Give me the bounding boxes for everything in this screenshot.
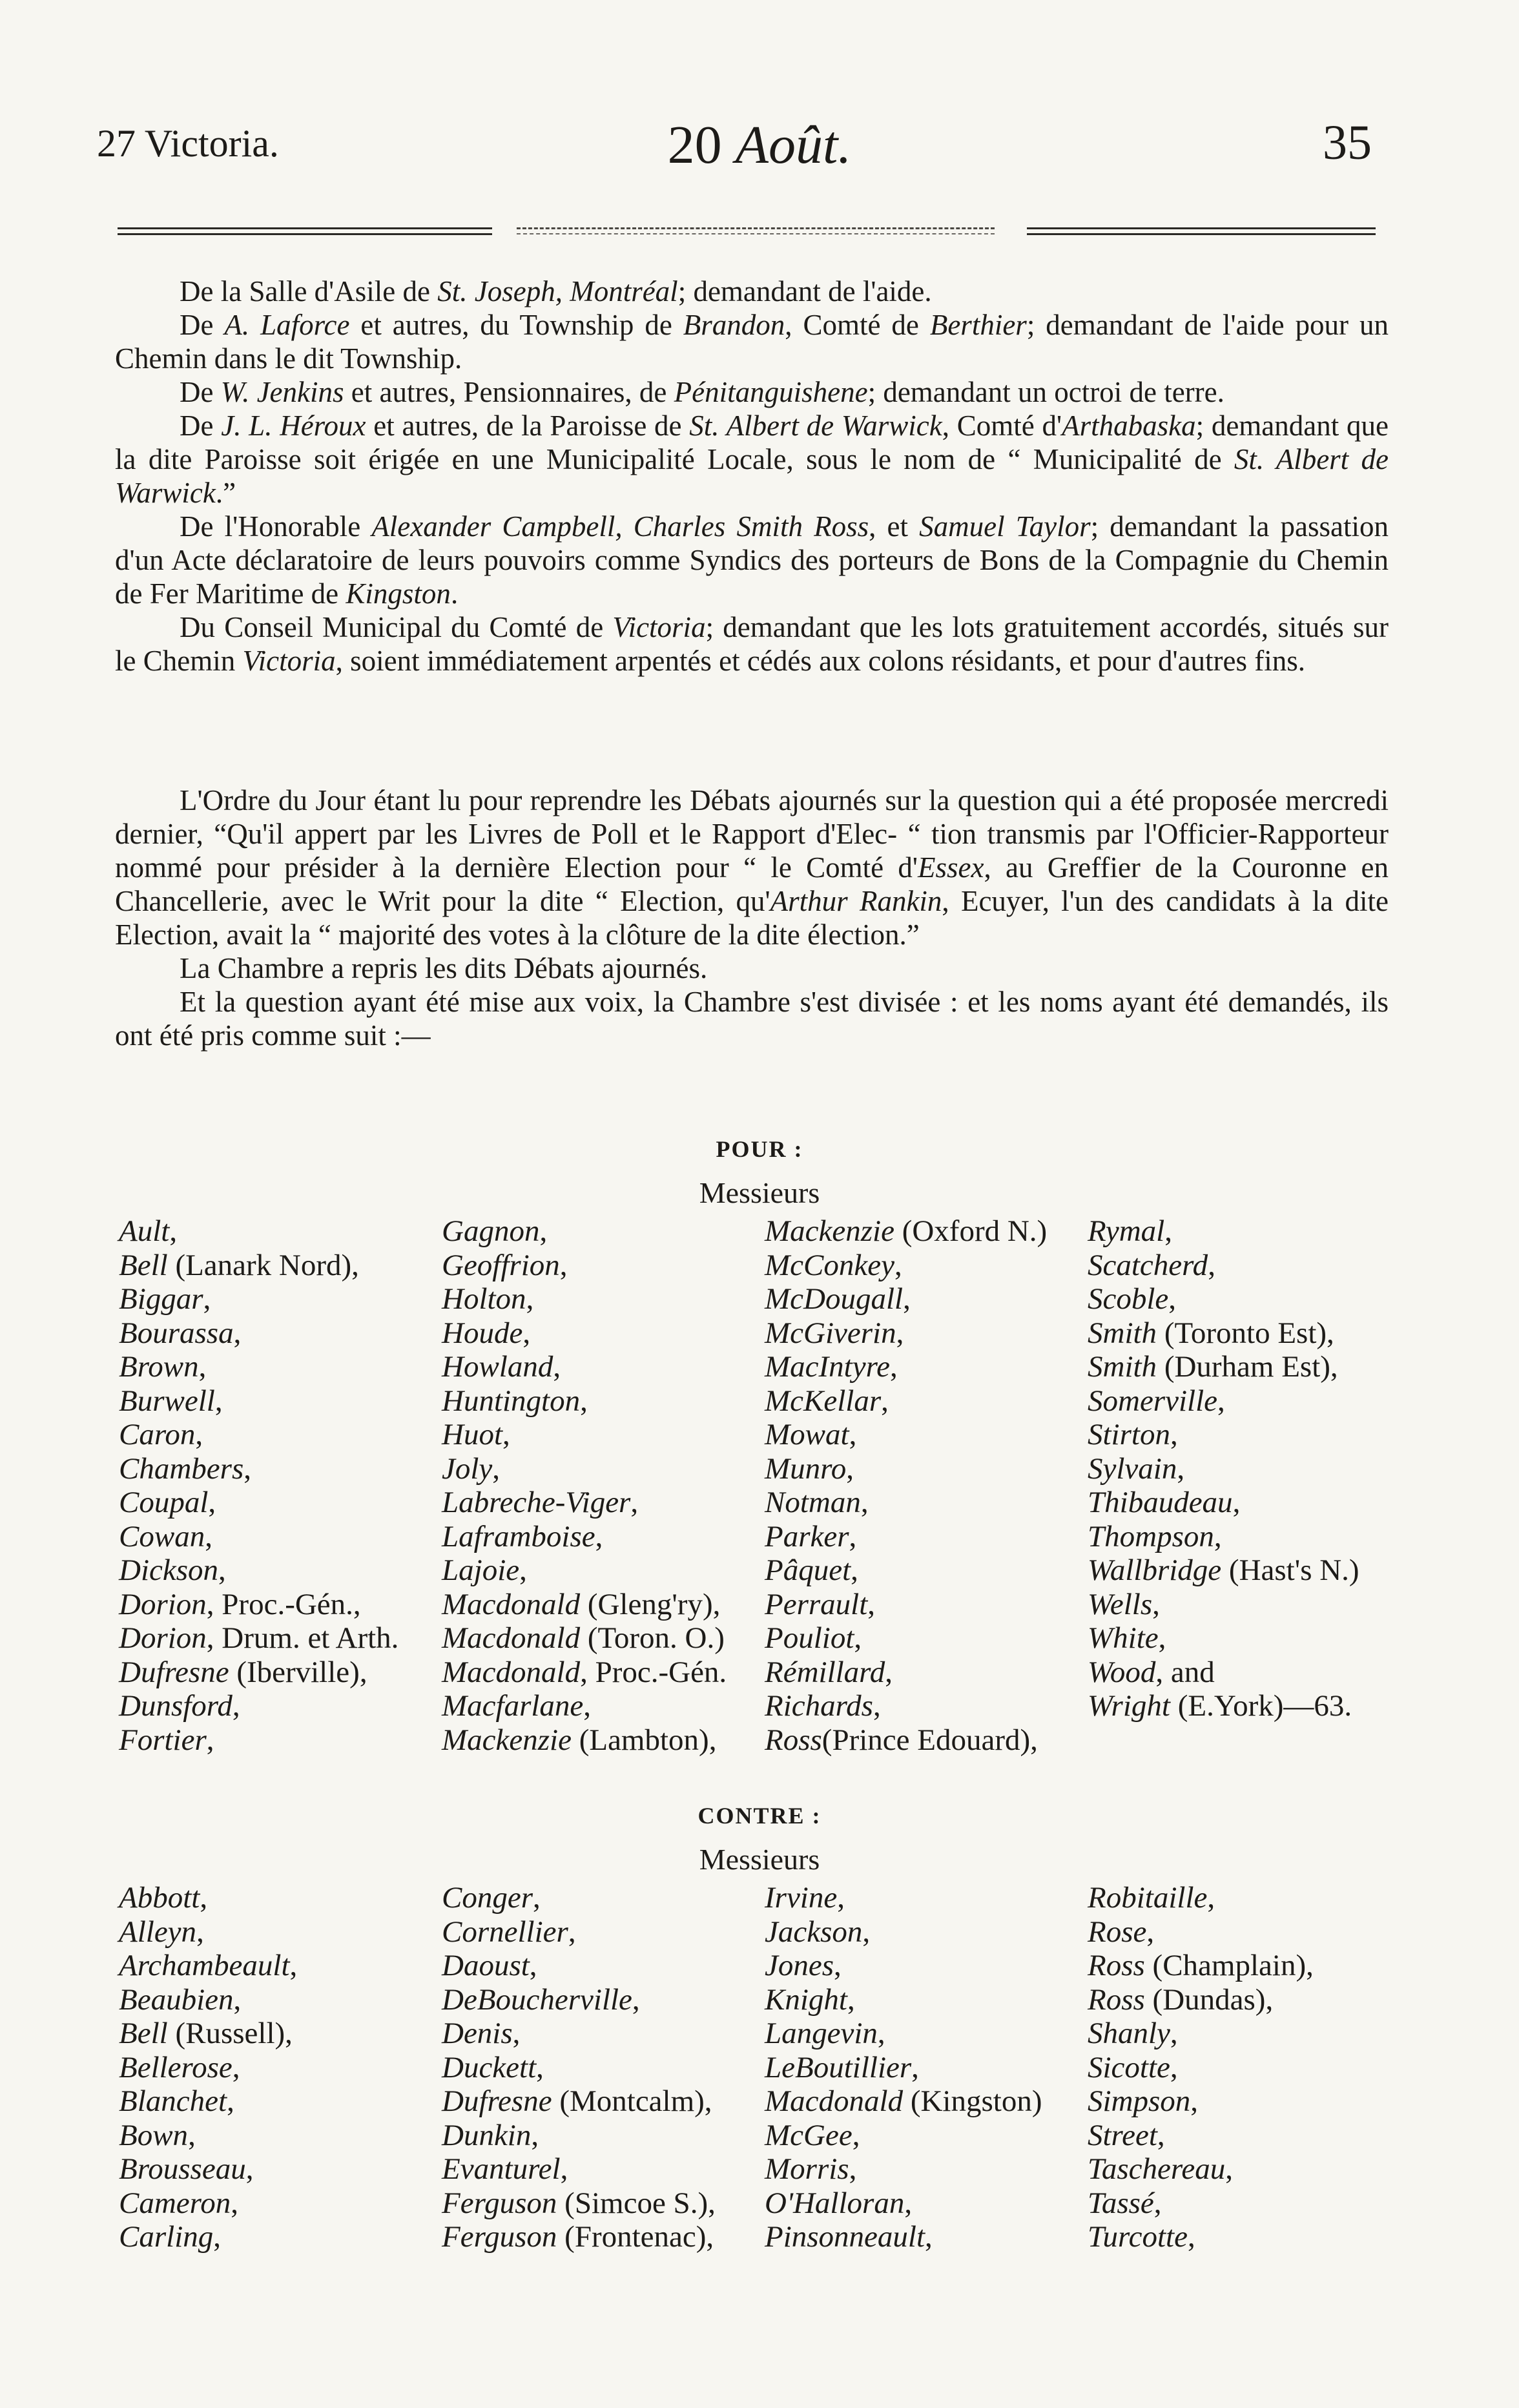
member-name: McDougall, [765,1282,911,1316]
contre-messieurs: Messieurs [699,1843,820,1876]
member-name: Duckett, [442,2050,544,2084]
member-name: Dufresne (Montcalm), [442,2084,712,2118]
member-name: Biggar, [119,1282,211,1316]
member-name: Labreche-Viger, [442,1486,639,1519]
petition-paragraph: De la Salle d'Asile de St. Joseph, Montréal; demandant de l'aide. [180,275,932,307]
member-name: Mackenzie (Lambton), [442,1723,717,1757]
header-month: Août. [735,115,852,175]
member-name: Morris, [765,2152,857,2186]
member-name: Ault, [119,1214,178,1248]
pour-names-list [119,1214,1410,1763]
petition-paragraph: Du Conseil Municipal du Comté de Victoria; demandant que les lots gratuitement accordés, situés sur le Chemin Victoria, soient immédiatement arpentés et cédés aux colons résidants, et pour d'autres fins. [115,611,1389,677]
member-name: Stirton, [1088,1418,1178,1451]
member-name: Robitaille, [1088,1881,1215,1915]
member-name: Beaubien, [119,1982,242,2017]
member-name: Macfarlane, [442,1689,592,1723]
petitions-list [115,275,1389,678]
member-name: Street, [1088,2118,1165,2152]
member-name: Irvine, [765,1881,845,1915]
member-name: Macdonald (Kingston) [765,2084,1042,2118]
member-name: Jones, [765,1949,842,1982]
debate-text [115,784,1389,1052]
member-name: Blanchet, [119,2084,234,2118]
member-name: Thompson, [1088,1519,1222,1553]
member-name: Macdonald (Gleng'ry), [442,1587,721,1621]
member-name: Ross (Dundas), [1088,1982,1274,2017]
member-name: Richards, [765,1689,881,1723]
member-name: Pinsonneault, [765,2220,933,2254]
member-name: Sicotte, [1088,2050,1178,2084]
names-column [119,1214,398,1757]
running-header-date [0,114,1519,176]
member-name: Langevin, [765,2017,885,2050]
header-rule-center [517,227,995,236]
names-column [442,1214,727,1757]
member-name: Pâquet, [765,1553,858,1587]
pour-heading: POUR : [716,1136,803,1162]
member-name: Bown, [119,2118,196,2152]
member-name: Abbott, [119,1881,208,1915]
member-name: Mackenzie (Oxford N.) [765,1214,1048,1248]
member-name: Bell (Russell), [119,2017,293,2050]
member-name: Taschereau, [1088,2152,1233,2186]
member-name: Macdonald, Proc.-Gén. [442,1655,727,1689]
member-name: White, [1088,1621,1166,1655]
member-name: Parker, [765,1519,857,1553]
member-name: Dunkin, [442,2118,539,2152]
member-name: Gagnon, [442,1214,548,1248]
member-name: Munro, [765,1451,854,1486]
member-name: Jackson, [765,1915,871,1949]
member-name: Wells, [1088,1587,1160,1621]
member-name: Thibaudeau, [1088,1486,1241,1519]
member-name: Turcotte, [1088,2220,1195,2254]
member-name: Fortier, [119,1723,214,1757]
member-name: Conger, [442,1881,541,1915]
member-name: Perrault, [765,1587,876,1621]
member-name: DeBoucherville, [442,1982,640,2017]
member-name: Ross(Prince Edouard), [765,1723,1038,1757]
header-rule-left [118,227,492,236]
member-name: Huntington, [442,1384,588,1418]
member-name: O'Halloran, [765,2186,913,2220]
member-name: Cameron, [119,2186,238,2220]
debate-paragraph: Et la question ayant été mise aux voix, la Chambre s'est divisée : et les noms ayant été demandés, ils ont été pris comme suit :— [115,986,1389,1052]
member-name: Wood, and [1088,1655,1215,1689]
member-name: Evanturel, [442,2152,568,2186]
member-name: Dickson, [119,1553,226,1587]
member-name: Rymal, [1088,1214,1172,1248]
member-name: Howland, [442,1350,561,1384]
member-name: Brousseau, [119,2152,254,2186]
contre-heading: CONTRE : [698,1803,822,1829]
member-name: Shanly, [1088,2017,1178,2050]
member-name: Carling, [119,2220,222,2254]
member-name: Smith (Durham Est), [1088,1350,1338,1384]
member-name: Brown, [119,1350,207,1384]
member-name: Scatcherd, [1088,1248,1215,1282]
member-name: McGiverin, [765,1316,904,1350]
running-header-session: 27 Victoria. [97,122,279,165]
petition-paragraph: De l'Honorable Alexander Campbell, Charles Smith Ross, et Samuel Taylor; demandant la passation d'un Acte déclaratoire de leurs pouvoirs comme Syndics des porteurs de Bons de la Compagnie du Chemin de Fer Maritime de Kingston. [115,510,1389,610]
names-column [1088,1214,1359,1723]
member-name: Bourassa, [119,1316,242,1350]
member-name: Lajoie, [442,1553,527,1587]
member-name: Cowan, [119,1519,212,1553]
petition-paragraph: De W. Jenkins et autres, Pensionnaires, de Pénitanguishene; demandant un octroi de terre. [180,376,1224,408]
member-name: Joly, [442,1451,501,1486]
member-name: Rémillard, [765,1655,893,1689]
member-name: Alleyn, [119,1915,204,1949]
debate-paragraph: La Chambre a repris les dits Débats ajournés. [180,952,708,984]
member-name: Smith (Toronto Est), [1088,1316,1334,1350]
member-name: Wright (E.York)—63. [1088,1689,1352,1723]
member-name: Houde, [442,1316,531,1350]
header-day: 20 [667,115,722,175]
member-name: Denis, [442,2017,521,2050]
member-name: Dorion, Proc.-Gén., [119,1587,361,1621]
member-name: Dufresne (Iberville), [119,1655,367,1689]
member-name: Tassé, [1088,2186,1162,2220]
petition-paragraph: De J. L. Héroux et autres, de la Paroisse de St. Albert de Warwick, Comté d'Arthabaska; demandant que la dite Paroisse soit érigée en une Municipalité Locale, sous le nom de “ Municipalité de St. Albert de Warwick.” [115,410,1389,509]
debate-paragraph: L'Ordre du Jour étant lu pour reprendre les Débats ajournés sur la question qui a été proposée mercredi dernier, “Qu'il appert par les Livres de Poll et le Rapport d'Elec- “ tion transmis par l'Officier-Rapporteur nommé pour présider à la dernière Election pour “ le Comté d'Essex, au Greffier de la Couronne en Chancellerie, avec le Writ pour la dite “ Election, qu'Arthur Rankin, Ecuyer, l'un des candidats à la dite Election, avait la “ majorité des votes à la clôture de la dite élection.” [115,784,1389,951]
member-name: LeBoutillier, [765,2050,919,2084]
member-name: Ferguson (Frontenac), [442,2220,714,2254]
member-name: McGee, [765,2118,860,2152]
member-name: Mowat, [765,1418,857,1451]
member-name: Daoust, [442,1949,537,1982]
member-name: Huot, [442,1418,510,1451]
member-name: Bellerose, [119,2050,240,2084]
names-column [1088,1881,1314,2254]
member-name: Macdonald (Toron. O.) [442,1621,725,1655]
member-name: McConkey, [765,1248,902,1282]
member-name: Cornellier, [442,1915,576,1949]
contre-names-list [119,1881,1410,2268]
member-name: Chambers, [119,1451,251,1486]
member-name: Simpson, [1088,2084,1199,2118]
member-name: Caron, [119,1418,203,1451]
member-name: Holton, [442,1282,534,1316]
member-name: Sylvain, [1088,1451,1185,1486]
member-name: Dunsford, [119,1689,240,1723]
member-name: Wallbridge (Hast's N.) [1088,1553,1359,1587]
member-name: Geoffrion, [442,1248,568,1282]
member-name: Laframboise, [442,1519,603,1553]
member-name: Ross (Champlain), [1088,1949,1314,1982]
member-name: Dorion, Drum. et Arth. [119,1621,399,1655]
names-column [765,1881,1042,2254]
member-name: Bell (Lanark Nord), [119,1248,359,1282]
member-name: MacIntyre, [765,1350,898,1384]
petition-paragraph: De A. Laforce et autres, du Township de Brandon, Comté de Berthier; demandant de l'aide pour un Chemin dans le dit Township. [115,309,1389,375]
page-number: 35 [1323,116,1372,170]
member-name: Knight, [765,1982,855,2017]
member-name: Pouliot, [765,1621,862,1655]
names-column [765,1214,1047,1757]
names-column [442,1881,716,2254]
member-name: Coupal, [119,1486,216,1519]
member-name: Somerville, [1088,1384,1225,1418]
header-rule-right [1027,227,1376,236]
pour-messieurs: Messieurs [699,1176,820,1209]
member-name: Archambeault, [119,1949,298,1982]
member-name: Notman, [765,1486,869,1519]
member-name: Scoble, [1088,1282,1177,1316]
member-name: McKellar, [765,1384,889,1418]
member-name: Ferguson (Simcoe S.), [442,2186,716,2220]
member-name: Rose, [1088,1915,1155,1949]
member-name: Burwell, [119,1384,223,1418]
names-column [119,1881,297,2254]
